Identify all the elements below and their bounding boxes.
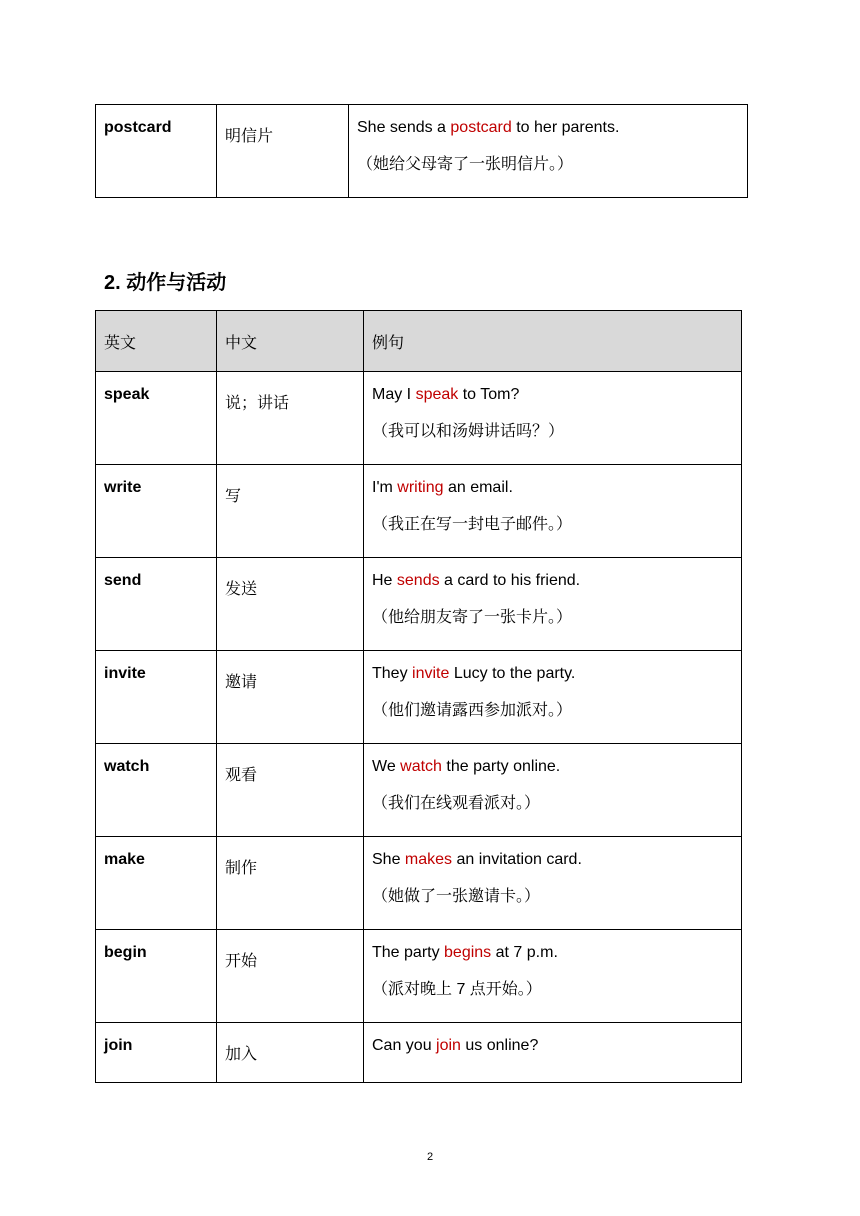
example-text: at 7 p.m. bbox=[491, 944, 558, 961]
highlighted-word: writing bbox=[397, 479, 444, 496]
table-row bbox=[96, 465, 742, 558]
english-word: begin bbox=[104, 944, 147, 961]
page-number: 2 bbox=[426, 1151, 434, 1163]
example-cell bbox=[364, 1023, 742, 1083]
english-word: write bbox=[104, 479, 142, 496]
english-word: make bbox=[104, 851, 145, 868]
example-text: She sends a bbox=[357, 119, 451, 136]
chinese-cell bbox=[217, 558, 364, 651]
example-cell bbox=[364, 651, 742, 744]
example-translation: （我们在线观看派对。） bbox=[372, 795, 541, 812]
chinese-meaning: 开始 bbox=[225, 953, 258, 970]
example-text: The party bbox=[372, 944, 445, 961]
chinese-meaning: 说；讲话 bbox=[225, 395, 290, 412]
example-translation: （她给父母寄了一张明信片。） bbox=[357, 156, 574, 173]
example-text: I'm bbox=[372, 479, 398, 496]
highlighted-word: makes bbox=[404, 851, 453, 868]
english-word: speak bbox=[104, 386, 150, 403]
english-word: watch bbox=[104, 758, 150, 775]
example-translation: （他给朋友寄了一张卡片。） bbox=[372, 609, 573, 626]
word-cell bbox=[96, 837, 217, 930]
table-row bbox=[96, 558, 742, 651]
word-cell bbox=[96, 651, 217, 744]
word-cell bbox=[96, 744, 217, 837]
highlighted-word: watch bbox=[400, 758, 442, 775]
chinese-cell bbox=[217, 372, 364, 465]
table-row bbox=[96, 105, 748, 198]
example-cell bbox=[364, 744, 742, 837]
example-sentence bbox=[372, 572, 580, 589]
example-text: a card to his friend. bbox=[439, 572, 581, 589]
chinese-meaning: 制作 bbox=[225, 860, 258, 877]
chinese-cell bbox=[217, 105, 349, 198]
example-text: Lucy to the party. bbox=[449, 665, 576, 682]
chinese-cell bbox=[217, 651, 364, 744]
highlighted-word: invite bbox=[412, 665, 450, 682]
column-header-chinese: 中文 bbox=[217, 311, 364, 372]
example-text: They bbox=[372, 665, 413, 682]
example-sentence bbox=[372, 758, 560, 775]
example-translation: （她做了一张邀请卡。） bbox=[372, 888, 541, 905]
example-text: us online? bbox=[460, 1037, 539, 1054]
table-row bbox=[96, 837, 742, 930]
example-sentence bbox=[372, 944, 558, 961]
section-title: 2. 动作与活动 bbox=[104, 272, 227, 294]
example-text: an email. bbox=[443, 479, 513, 496]
table-header-row bbox=[96, 311, 742, 372]
example-text: He bbox=[372, 572, 397, 589]
chinese-cell bbox=[217, 1023, 364, 1083]
word-cell bbox=[96, 465, 217, 558]
example-text: the party online. bbox=[441, 758, 561, 775]
table-row bbox=[96, 651, 742, 744]
example-sentence bbox=[372, 386, 519, 403]
example-cell bbox=[364, 930, 742, 1023]
example-translation: （他们邀请露西参加派对。） bbox=[372, 702, 573, 719]
highlighted-word: begins bbox=[444, 944, 492, 961]
chinese-cell bbox=[217, 744, 364, 837]
word-cell bbox=[96, 1023, 217, 1083]
english-word: join bbox=[104, 1037, 133, 1054]
table-row bbox=[96, 1023, 742, 1083]
highlighted-word: sends bbox=[396, 572, 440, 589]
example-sentence bbox=[357, 119, 619, 136]
vocabulary-table bbox=[95, 310, 742, 1083]
example-cell bbox=[349, 105, 748, 198]
vocabulary-table-continued bbox=[95, 104, 748, 198]
example-text: to her parents. bbox=[511, 119, 620, 136]
chinese-cell bbox=[217, 465, 364, 558]
chinese-meaning: 加入 bbox=[225, 1046, 258, 1063]
english-word: send bbox=[104, 572, 142, 589]
word-cell bbox=[96, 105, 217, 198]
example-cell bbox=[364, 558, 742, 651]
english-word: postcard bbox=[104, 119, 172, 136]
table-row bbox=[96, 372, 742, 465]
example-sentence bbox=[372, 1037, 538, 1054]
english-word: invite bbox=[104, 665, 146, 682]
example-translation: （我可以和汤姆讲话吗？） bbox=[372, 423, 565, 440]
chinese-cell bbox=[217, 837, 364, 930]
highlighted-word: join bbox=[436, 1037, 461, 1054]
example-text: She bbox=[372, 851, 405, 868]
example-text: to Tom? bbox=[458, 386, 520, 403]
example-cell bbox=[364, 465, 742, 558]
chinese-meaning: 发送 bbox=[225, 581, 258, 598]
chinese-meaning: 邀请 bbox=[225, 674, 258, 691]
example-cell bbox=[364, 372, 742, 465]
chinese-meaning: 写 bbox=[225, 488, 242, 505]
example-text: We bbox=[372, 758, 401, 775]
example-translation: （派对晚上 7 点开始。） bbox=[372, 981, 542, 998]
example-cell bbox=[364, 837, 742, 930]
example-sentence bbox=[372, 479, 513, 496]
example-text: May I bbox=[372, 386, 416, 403]
word-cell bbox=[96, 372, 217, 465]
example-text: Can you bbox=[372, 1037, 437, 1054]
highlighted-word: postcard bbox=[450, 119, 512, 136]
word-cell bbox=[96, 558, 217, 651]
chinese-meaning: 明信片 bbox=[225, 128, 274, 145]
example-translation: （我正在写一封电子邮件。） bbox=[372, 516, 573, 533]
example-sentence bbox=[372, 851, 582, 868]
example-text: an invitation card. bbox=[452, 851, 582, 868]
column-header-english: 英文 bbox=[96, 311, 217, 372]
chinese-meaning: 观看 bbox=[225, 767, 258, 784]
highlighted-word: speak bbox=[415, 386, 459, 403]
chinese-cell bbox=[217, 930, 364, 1023]
example-sentence bbox=[372, 665, 575, 682]
table-row bbox=[96, 744, 742, 837]
word-cell bbox=[96, 930, 217, 1023]
table-row bbox=[96, 930, 742, 1023]
column-header-example: 例句 bbox=[364, 311, 742, 372]
